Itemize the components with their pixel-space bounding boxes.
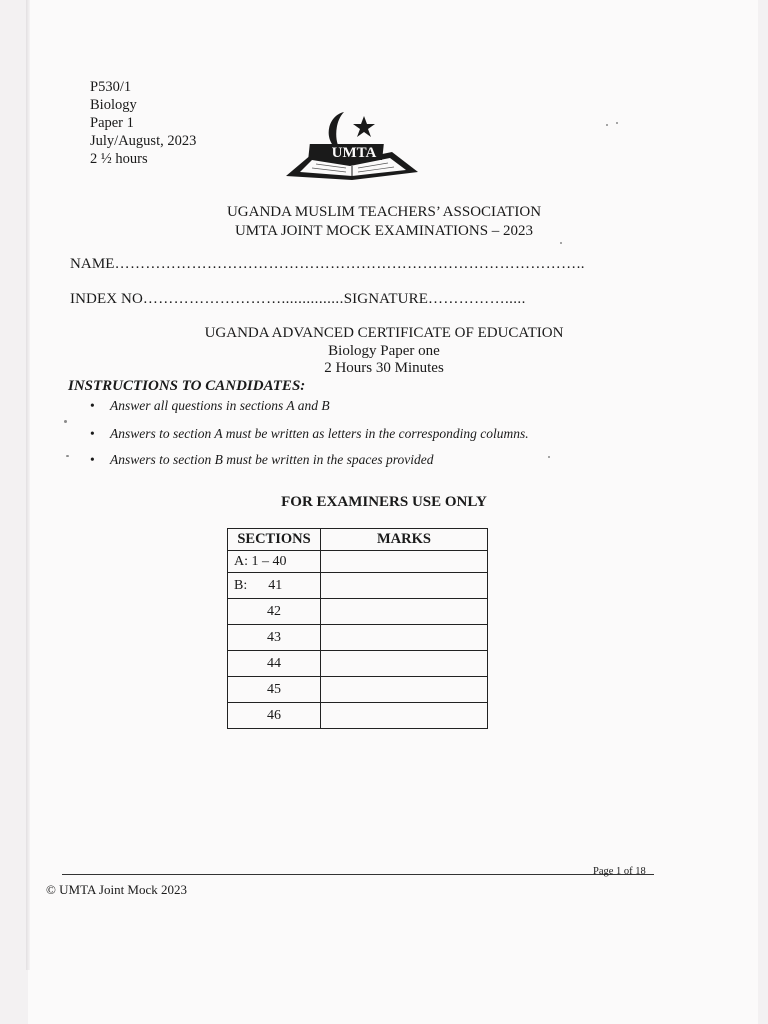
table-row [228,551,488,573]
instruction-item: • Answers to section B must be written in the spaces provided [90,452,434,467]
paper-date: July/August, 2023 [90,133,197,149]
certificate-paper: Biology Paper one [328,342,440,359]
marks-cell[interactable] [321,651,488,677]
signature-fill-line[interactable]: ……………..... [427,291,526,307]
scan-speck [616,122,618,124]
marks-cell[interactable] [321,677,488,703]
paper-number: Paper 1 [90,115,134,131]
column-header-sections: SECTIONS [228,529,321,551]
table-row [228,625,488,651]
exam-title: UMTA JOINT MOCK EXAMINATIONS – 2023 [234,223,534,239]
scan-speck [606,124,608,126]
section-cell: B: 41 [228,573,321,599]
certificate-time: 2 Hours 30 Minutes [324,360,444,376]
marks-cell[interactable] [321,703,488,729]
section-cell: 43 [228,625,321,651]
section-cell: 46 [228,703,321,729]
paper-duration: 2 ½ hours [90,151,148,167]
scan-speck [66,455,69,457]
table-row [228,677,488,703]
section-cell: 45 [228,677,321,703]
scan-speck [64,420,67,423]
instruction-item: • Answer all questions in sections A and B [90,398,330,413]
index-label: INDEX NO [70,291,143,307]
section-cell: A: 1 – 40 [228,551,321,573]
organisation-name: UGANDA MUSLIM TEACHERS’ ASSOCIATION [226,204,542,220]
footer-divider [62,874,654,875]
logo-text: UMTA [331,145,377,161]
instructions-heading: INSTRUCTIONS TO CANDIDATES: [68,378,306,394]
column-header-marks: MARKS [321,529,488,551]
organisation-block [0,203,768,241]
certificate-title: UGANDA ADVANCED CERTIFICATE OF EDUCATION [204,325,564,341]
examiners-heading: FOR EXAMINERS USE ONLY [281,494,487,510]
bullet-icon: • [90,426,95,441]
copyright-notice: © UMTA Joint Mock 2023 [46,882,188,897]
examiners-marks-table [227,528,488,729]
table-row [228,599,488,625]
table-row [228,703,488,729]
paper-header-info [90,78,196,168]
umta-logo-icon [282,104,422,184]
page-number: Page 1 of 18 [593,866,646,877]
marks-cell[interactable] [321,599,488,625]
index-signature-field[interactable] [70,291,526,308]
paper-subject: Biology [90,97,137,113]
bullet-icon: • [90,452,95,467]
marks-cell[interactable] [321,573,488,599]
signature-label: SIGNATURE [343,291,428,307]
index-fill-line[interactable]: ………………………............... [142,291,344,307]
marks-cell[interactable] [321,551,488,573]
scan-speck [548,456,550,458]
table-row [228,573,488,599]
scan-edge [26,0,30,970]
instruction-item: • Answers to section A must be written as letters in the corresponding columns. [90,426,529,441]
certificate-block [0,325,768,378]
marks-cell[interactable] [321,625,488,651]
section-cell: 42 [228,599,321,625]
section-cell: 44 [228,651,321,677]
name-fill-line[interactable]: ……………………………………………………………………………….. [114,256,585,272]
table-row [228,651,488,677]
bullet-icon: • [90,398,95,413]
scan-speck [560,242,562,244]
name-label: NAME [70,256,115,272]
name-field[interactable] [70,256,585,273]
paper-code: P530/1 [90,79,132,95]
